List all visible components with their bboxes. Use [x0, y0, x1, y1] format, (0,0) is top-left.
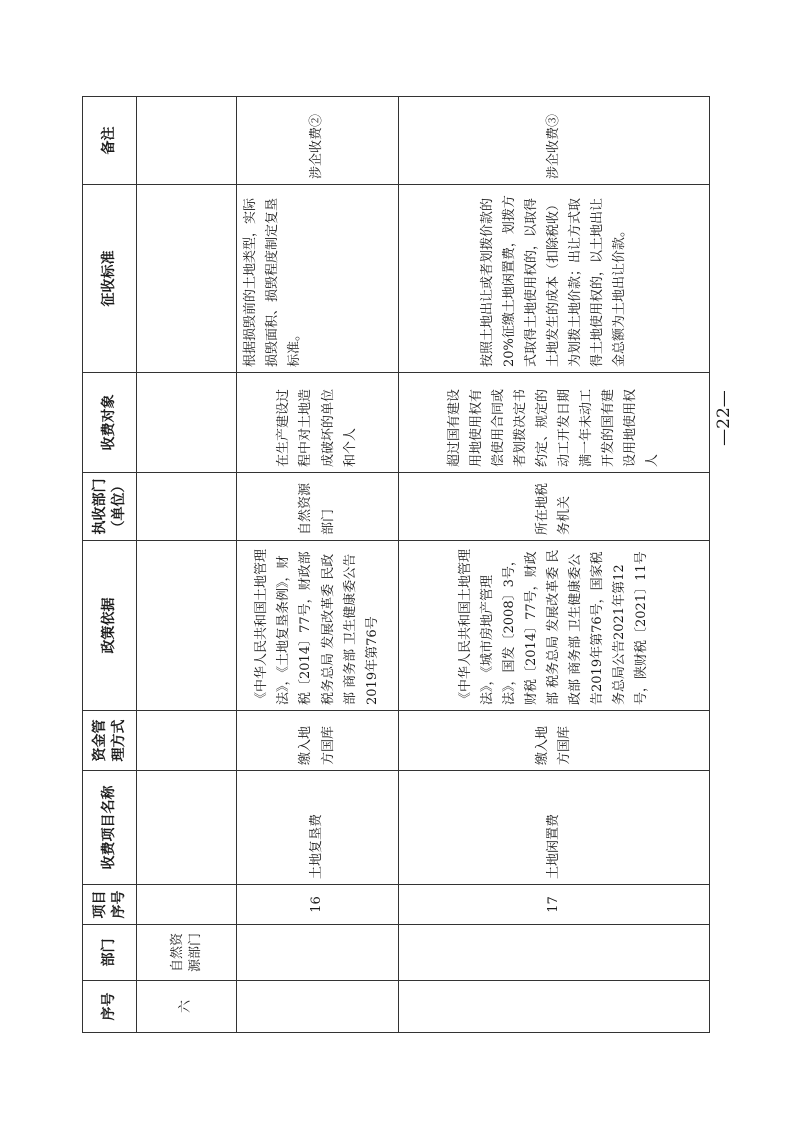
- section-dept: [137, 925, 237, 981]
- empty-cell: [137, 185, 237, 373]
- header-fee-name: 收费项目名称: [83, 771, 137, 885]
- row-policy: 《中华人民共和国土地管理法》，《城市房地产管理法》，国发〔2008〕3号，财税〔2014〕77号，财政部 税务总局 发展改革委 民政部 商务部 卫生健康委公告2019年第76号，国家税务总局公告2021年第12号，陕财税〔2021〕11号: [399, 541, 710, 711]
- row-target: 在生产建设过程中对土地造成破坏的单位和个人: [237, 373, 399, 473]
- empty-cell: [399, 925, 710, 981]
- header-fund-mgmt: 资金管理方式: [83, 711, 137, 771]
- header-row: [83, 97, 137, 1033]
- row-fund-mgmt: 缴入地方国库: [237, 711, 399, 771]
- header-dept: 部门: [83, 925, 137, 981]
- row-standard: 按照土地出让或者划拨价款的20%征缴土地闲置费，划拨方式取得土地使用权的，以取得土地发生的成本（扣除税收）为划拨土地价款；出让方式取得土地使用权的，以土地出让金总额为土地出让价款。: [399, 185, 710, 373]
- row-note: 涉企收费③: [399, 97, 710, 185]
- empty-cell: [137, 473, 237, 541]
- header-collector: 执收部门（单位）: [83, 473, 137, 541]
- row-fee-name: 土地复垦费: [237, 771, 399, 885]
- empty-cell: [137, 373, 237, 473]
- table-row: [399, 97, 710, 1033]
- row-item-no: 17: [399, 885, 710, 925]
- row-note: 涉企收费②: [237, 97, 399, 185]
- empty-cell: [137, 711, 237, 771]
- row-fund-mgmt: 缴入地方国库: [399, 711, 710, 771]
- header-note: 备注: [83, 97, 137, 185]
- empty-cell: [399, 981, 710, 1033]
- table-row: [237, 97, 399, 1033]
- empty-cell: [137, 885, 237, 925]
- empty-cell: [237, 981, 399, 1033]
- section-dept-label: 自然资源部门: [169, 933, 203, 973]
- empty-cell: [137, 541, 237, 711]
- row-fee-name: 土地闲置费: [399, 771, 710, 885]
- empty-cell: [237, 925, 399, 981]
- empty-cell: [137, 97, 237, 185]
- section-seq: 六: [137, 981, 237, 1033]
- row-standard: 根据损毁前的土地类型，实际损毁面积、损毁程度制定复垦标准。: [237, 185, 399, 373]
- empty-cell: [137, 771, 237, 885]
- row-item-no: 16: [237, 885, 399, 925]
- row-policy: 《中华人民共和国土地管理法》，《土地复垦条例》，财税〔2014〕77号，财政部 税务总局 发展改革委 民政部 商务部 卫生健康委公告2019年第76号: [237, 541, 399, 711]
- header-item-no: 项目序号: [83, 885, 137, 925]
- row-collector: 自然资源部门: [237, 473, 399, 541]
- header-seq: 序号: [83, 981, 137, 1033]
- section-row: [137, 97, 237, 1033]
- fee-table: [82, 96, 710, 1033]
- row-collector: 所在地税务机关: [399, 473, 710, 541]
- row-target: 超过国有建设用地使用权有偿使用合同或者划拨决定书约定、规定的动工开发日期满一年未动工开发的国有建设用地使用权人: [399, 373, 710, 473]
- header-target: 收费对象: [83, 373, 137, 473]
- page-number: —22—: [714, 390, 734, 446]
- header-standard: 征收标准: [83, 185, 137, 373]
- header-policy: 政策依据: [83, 541, 137, 711]
